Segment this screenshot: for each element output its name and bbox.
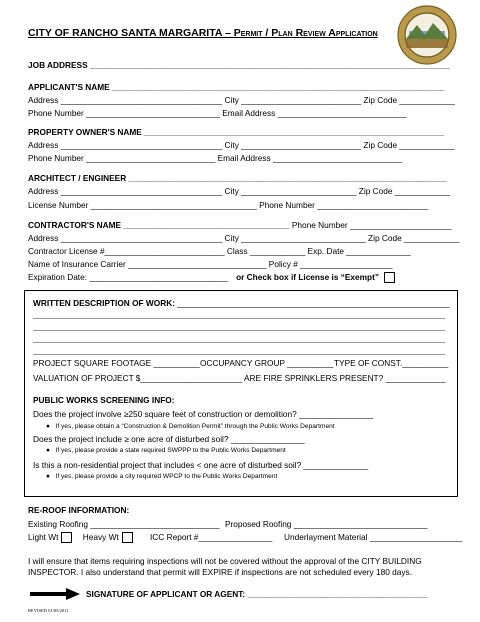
applicant-name-field[interactable]: APPLICANT'S NAME ________________________________________________________________________ bbox=[28, 82, 445, 92]
square-footage-field[interactable]: PROJECT SQUARE FOOTAGE __________ bbox=[33, 358, 200, 368]
city-seal-icon bbox=[397, 5, 457, 65]
existing-roofing-field[interactable]: Existing Roofing ____________________________ bbox=[28, 519, 220, 529]
screening-question-3[interactable]: Is this a non-residential project that includes < one acre of disturbed soil? ______________ bbox=[33, 460, 369, 470]
contractor-license-row[interactable]: Contractor License #__________________________ Class ____________ Exp. Date ______________ bbox=[28, 246, 411, 256]
contractor-name-row[interactable]: CONTRACTOR'S NAME ____________________________________ Phone Number ______________________ bbox=[28, 220, 452, 230]
reroof-heading: RE-ROOF INFORMATION: bbox=[28, 505, 130, 515]
roof-weight-row: Light Wt Heavy Wt bbox=[28, 532, 133, 543]
page-title: CITY OF RANCHO SANTA MARGARITA – Permit / Plan Review Application bbox=[28, 27, 378, 39]
screening-note-1: ● If yes, please obtain a “Construction & Demolition Permit” through the Public Works Department bbox=[46, 423, 335, 430]
bullet-icon: ● bbox=[46, 473, 50, 480]
description-line-1[interactable] bbox=[33, 318, 445, 319]
agreement-line-1: I will ensure that items requiring inspections will not be covered without the approval of the CITY BUILDING bbox=[28, 556, 422, 566]
owner-name-field[interactable]: PROPERTY OWNER'S NAME _________________________________________________________________ bbox=[28, 127, 445, 137]
agreement-line-2: INSPECTOR. I also understand that permit will EXPIRE if inspections are not scheduled every 180 days. bbox=[28, 567, 412, 577]
icc-report-field[interactable]: ICC Report #________________ bbox=[150, 532, 273, 542]
architect-license-row[interactable]: License Number ____________________________________ Phone Number ________________________ bbox=[28, 200, 428, 210]
occupancy-group-field[interactable]: OCCUPANCY GROUP __________ bbox=[200, 358, 334, 368]
architect-address-row[interactable]: Address ___________________________________ City _________________________ Zip Code ____________ bbox=[28, 186, 451, 196]
description-line-3[interactable] bbox=[33, 342, 445, 343]
heavy-weight-checkbox[interactable] bbox=[122, 532, 133, 543]
owner-address-row[interactable]: Address ___________________________________ City __________________________ Zip Code ____________ bbox=[28, 140, 455, 150]
screening-note-2: ● If yes, please provide a state required SWPPP to the Public Works Department bbox=[46, 447, 286, 454]
architect-field[interactable]: ARCHITECT / ENGINEER _____________________________________________________________________ bbox=[28, 173, 447, 183]
exempt-checkbox[interactable] bbox=[384, 272, 395, 283]
revised-date: REVISED 01/05/2011 bbox=[28, 608, 69, 613]
screening-question-2[interactable]: Does the project include ≥ one acre of disturbed soil? ________________ bbox=[33, 434, 305, 444]
applicant-phone-row[interactable]: Phone Number _____________________________ Email Address ____________________________ bbox=[28, 108, 407, 118]
arrow-right-icon bbox=[30, 588, 80, 600]
screening-heading: PUBLIC WORKS SCREENING INFO: bbox=[33, 395, 175, 405]
construction-type-field[interactable]: TYPE OF CONST.__________ bbox=[334, 358, 449, 368]
expiration-row[interactable]: Expiration Date: ______________________________ or Check box if License is “Exempt” bbox=[28, 272, 395, 283]
valuation-field[interactable]: VALUATION OF PROJECT $______________________ bbox=[33, 373, 242, 383]
job-address-field[interactable]: JOB ADDRESS ______________________________________________________________________________ bbox=[28, 60, 450, 70]
underlayment-field[interactable]: Underlayment Material ____________________ bbox=[284, 532, 463, 542]
description-line-2[interactable] bbox=[33, 330, 445, 331]
light-weight-checkbox[interactable] bbox=[61, 532, 72, 543]
screening-note-3: ● If yes, please provide a city required WPCP to the Public Works Department bbox=[46, 473, 278, 480]
insurance-row[interactable]: Name of Insurance Carrier ______________________________ Policy # ____________________ bbox=[28, 259, 393, 269]
bullet-icon: ● bbox=[46, 423, 50, 430]
signature-field[interactable]: SIGNATURE OF APPLICANT OR AGENT: _______________________________________ bbox=[86, 589, 428, 599]
screening-question-1[interactable]: Does the project involve ≥250 square feet of construction or demolition? ________________ bbox=[33, 409, 373, 419]
bullet-icon: ● bbox=[46, 447, 50, 454]
fire-sprinklers-field[interactable]: ARE FIRE SPRINKLERS PRESENT? _____________ bbox=[244, 373, 446, 383]
contractor-address-row[interactable]: Address ___________________________________ City ___________________________ Zip Code ____________ bbox=[28, 233, 460, 243]
description-line-4[interactable] bbox=[33, 354, 445, 355]
proposed-roofing-field[interactable]: Proposed Roofing _____________________________ bbox=[225, 519, 428, 529]
owner-phone-row[interactable]: Phone Number ____________________________ Email Address ____________________________ bbox=[28, 153, 403, 163]
work-description-heading: WRITTEN DESCRIPTION OF WORK: ___________________________________________________________ bbox=[33, 298, 450, 308]
applicant-address-row[interactable]: Address ___________________________________ City __________________________ Zip Code ____________ bbox=[28, 95, 455, 105]
